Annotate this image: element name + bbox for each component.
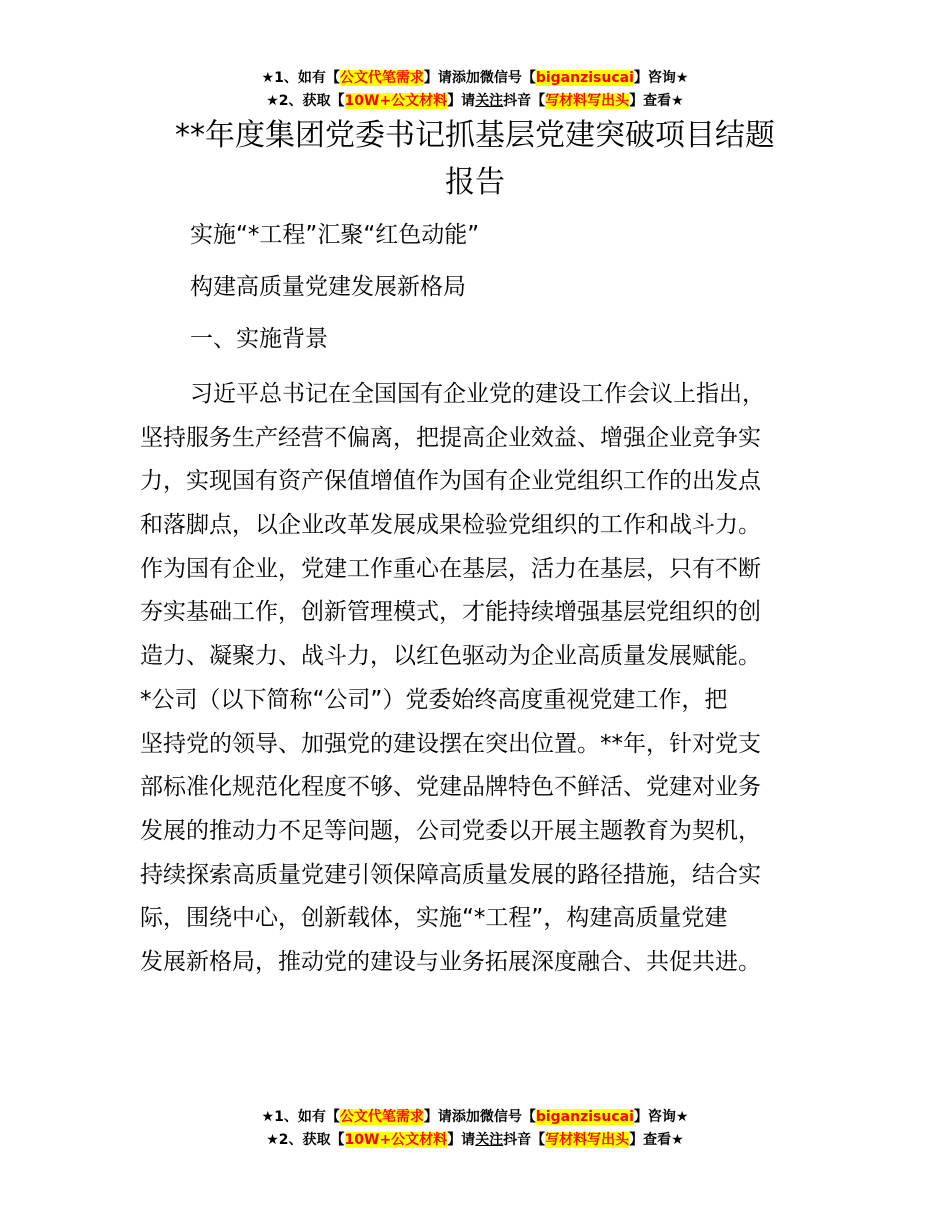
paragraph-line: 坚持党的领导、加强党的建设摆在突出位置。**年，针对党支: [140, 730, 761, 757]
banner-text: 抖音【: [503, 93, 546, 109]
paragraph-line: 力，实现国有资产保值增值作为国有企业党组织工作的出发点: [140, 468, 761, 495]
banner-text: ★1、如有【: [261, 70, 340, 86]
footer-banner: [0, 1106, 950, 1152]
paragraph-line: 夯实基础工作，创新管理模式，才能持续增强基层党组织的创: [140, 599, 761, 626]
banner-text: ★2、获取【: [266, 93, 345, 109]
banner-highlight: 公文代笔需求: [339, 70, 424, 86]
banner-text: 】请: [447, 93, 476, 109]
banner-line-1: [0, 1106, 950, 1129]
banner-underlined-text: 关注: [475, 93, 504, 109]
banner-text: 】咨询★: [633, 1109, 689, 1125]
document-title: [140, 112, 810, 206]
paragraph-line: 作为国有企业，党建工作重心在基层，活力在基层，只有不断: [140, 555, 761, 582]
banner-highlight: 10W+公文材料: [344, 1132, 448, 1148]
banner-highlight: 10W+公文材料: [344, 93, 448, 109]
title-line-2: 报告: [445, 165, 505, 200]
banner-highlight-wechat-id: biganzisucai: [535, 1109, 634, 1125]
paragraph-line: 持续探索高质量党建引领保障高质量发展的路径措施，结合实: [140, 861, 761, 888]
banner-text: ★2、获取【: [266, 1132, 345, 1148]
banner-text: 】咨询★: [633, 70, 689, 86]
paragraph-line: 发展新格局，推动党的建设与业务拓展深度融合、共促共进。: [140, 948, 761, 975]
banner-text: 】请: [447, 1132, 476, 1148]
paragraph-line: 际，围绕中心，创新载体，实施“*工程”，构建高质量党建: [140, 905, 728, 932]
paragraph-line: 部标准化规范化程度不够、党建品牌特色不鲜活、党建对业务: [140, 774, 761, 801]
paragraph-line: 发展的推动力不足等问题，公司党委以开展主题教育为契机，: [140, 817, 761, 844]
paragraph-line: 造力、凝聚力、战斗力，以红色驱动为企业高质量发展赋能。: [140, 643, 761, 670]
banner-line-2: [0, 90, 950, 113]
banner-highlight: 写材料写出头: [545, 93, 630, 109]
paragraph-line: 和落脚点，以企业改革发展成果检验党组织的工作和战斗力。: [140, 512, 761, 539]
banner-text: 】请添加微信号【: [423, 70, 536, 86]
banner-highlight: 写材料写出头: [545, 1132, 630, 1148]
header-banner: [0, 67, 950, 113]
banner-highlight: 公文代笔需求: [339, 1109, 424, 1125]
section-heading: 一、实施背景: [190, 326, 328, 352]
banner-line-1: [0, 67, 950, 90]
subtitle-2: 构建高质量党建发展新格局: [190, 274, 466, 300]
banner-text: 抖音【: [503, 1132, 546, 1148]
subtitle-1: 实施“*工程”汇聚“红色动能”: [190, 222, 480, 248]
banner-highlight-wechat-id: biganzisucai: [535, 70, 634, 86]
banner-underlined-text: 关注: [475, 1132, 504, 1148]
banner-text: ★1、如有【: [261, 1109, 340, 1125]
paragraph-line: 习近平总书记在全国国有企业党的建设工作会议上指出，: [190, 381, 765, 407]
paragraph-line: 坚持服务生产经营不偏离，把提高企业效益、增强企业竞争实: [140, 424, 761, 451]
banner-text: 】查看★: [629, 93, 684, 109]
banner-line-2: [0, 1129, 950, 1152]
banner-text: 】请添加微信号【: [423, 1109, 536, 1125]
paragraph-line: *公司（以下简称“公司”）党委始终高度重视党建工作，把: [140, 686, 728, 713]
banner-text: 】查看★: [629, 1132, 684, 1148]
title-line-1: **年度集团党委书记抓基层党建突破项目结题: [175, 118, 775, 153]
body-paragraph: [140, 377, 820, 989]
